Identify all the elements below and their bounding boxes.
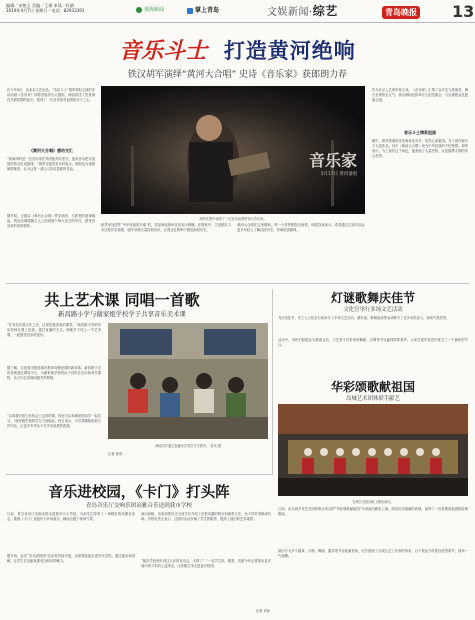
lead-headline xyxy=(0,34,475,65)
lead-paragraph-c: 据介绍，全剧以《黄河大合唱》贯穿始终，当熟悉的旋律响起，观众仿佛跟随主人公回到那个烽火连天的年代，感受音乐家的家国情怀。 xyxy=(7,214,95,229)
bottom-paragraph-d: “能在学校里听到这么好的音乐会，太棒了！”一名学生说。据悉，乐团今年还将推出更多面向青少年的公益演出，让高雅艺术走进更多校园。 xyxy=(141,559,271,569)
bottom-byline: 记者 刘萍 xyxy=(255,609,270,613)
lead-col-title: 《黄河大合唱》感动交汇 xyxy=(29,148,73,153)
bottom-headline: 音乐进校园，《卡门》打头阵 xyxy=(48,485,230,501)
performance-photo-art xyxy=(278,404,468,496)
photo-date: 5月17日 黄河谁唱 xyxy=(320,172,357,177)
right-headline-2: 华彩颂歌献祖国 xyxy=(330,380,415,394)
issue-date-phone: 2019年4月7日 星期日 · 电话：82933391 xyxy=(6,8,85,14)
bottom-subhead: 青岛音乐厅交响乐团高雅音乐送到我市学校 xyxy=(85,503,193,509)
section-prefix: 文娱新闻· xyxy=(267,7,313,18)
qd-logo-icon xyxy=(187,8,193,14)
left-subhead: 新昌路小学与谢家炮学校学子共享音乐美术课 xyxy=(58,310,186,318)
app-logo-icon xyxy=(136,7,142,13)
right-paragraph-c: 日前，由岛城多家艺术团体联合举办的“华彩颂歌献祖国”专场演出精彩上演。演员们用饱满的热情，演绎了一首首歌颂祖国的经典歌曲。 xyxy=(278,507,468,517)
lead-photo xyxy=(101,86,365,214)
left-paragraph-a: “在青岛开展合作之后，这里是我喜欢的课堂。”新昌路小学的音乐老师在课上说道。通过直播的方式，两地学子同上一节艺术课，一起感受音乐的美好。 xyxy=(7,323,101,338)
right-photo-caption: 岛城艺术团体献上精彩演出。 xyxy=(352,500,394,504)
masthead xyxy=(0,0,475,23)
right-headline: 灯谜歌舞庆佳节 xyxy=(330,291,415,305)
lead-photo-caption: 胡军在剧中演绎了一位爱乐祖国的伟大音乐家。 xyxy=(199,217,267,221)
app-logo xyxy=(136,6,164,13)
masthead-meta xyxy=(6,3,126,13)
right-paragraph-b: 活动中，市民们积极参与猜谜互动，文艺骨干们带来的舞蹈、合唱等节目赢得阵阵掌声，大家在欢声笑语中度过了一个愉快的节日。 xyxy=(278,338,468,348)
left-photo-caption: 两地同学通过直播形式同享艺术教育。 姜岚 摄 xyxy=(155,444,221,448)
qingdao-app-logo xyxy=(187,5,219,14)
lead-paragraph-a: 在今年4月，由北京人艺出品，“音乐斗士”胡军领衔主演的史诗话剧《音乐家》即将登陆青岛大剧院。该剧讲述了冼星海在苏联时期的经历，展现了一位音乐家对祖国的赤子之心。 xyxy=(7,88,95,103)
section-name xyxy=(267,2,338,19)
left-paragraph-b: 据了解，这是我市推进城乡教育均衡发展的新举措。新昌路小学的老师通过网络平台，为谢家炮学校的孩子们带去音乐和美术课程，孩子们在屏幕两端齐声歌唱。 xyxy=(7,366,101,381)
page-number: 13 xyxy=(452,2,475,21)
lead-headline-text: 打造黄河绝响 xyxy=(223,39,356,63)
right-subhead-2: 岛城艺术团体联手献艺 xyxy=(346,396,400,402)
column-rule xyxy=(272,289,273,475)
lead-subhead: 铁汉胡军演绎“黄河大合唱” 史诗《音乐家》获郎朗力荐 xyxy=(127,70,348,80)
bottom-paragraph-c: 演出间隙，乐团演奏员还为同学们介绍了各种乐器的特点和演奏方法，孩子们听得津津有味。学校负责人表示，这样的活动开阔了学生的眼界，提高了他们的艺术素养。 xyxy=(141,512,271,522)
lead-paragraph-b: “我演绎的是一位音乐家在异国他乡的坚守，他用音乐把对祖国的思念化成旋律。”胡军在接受采访时表示。郎朗也为该剧倾情推荐，认为这是一部让人热泪盈眶的作品。 xyxy=(7,157,95,172)
app-logo-label: 观海新闻 xyxy=(144,7,165,13)
right-paragraph-d: 演出分为多个篇章，合唱、舞蹈、器乐等节目轮番登场，充分展现了岛城文艺工作者的风采。台下观众不时报以热烈掌声，现场一片欢腾。 xyxy=(278,549,468,559)
lead-side-title: 音乐斗士情系祖国 xyxy=(404,130,436,135)
lead-mid-paragraph: 纵然身处国外“中华民族的灾难”时，冼星海选择用音乐发出呐喊。在排练中，主创团队力求还原历史原貌，剧中穿插大量经典音乐，让观众在聆听中感受那段历史。 xyxy=(101,223,231,233)
bottom-paragraph-a: 日前，青岛音乐厅交响乐团走进我市中小学校，为师生们带来了一场精彩的高雅音乐会。歌剧《卡门》选段作为开场曲目，瞬间点燃了现场气氛。 xyxy=(7,512,135,522)
editor-credits: 编辑／宋艳玉 美编／王瑛 审读／杜鹃 xyxy=(6,3,75,8)
newspaper-brand: 青岛晚报 xyxy=(382,6,420,19)
qd-logo-label: 掌上青岛 xyxy=(195,7,220,14)
divider-top xyxy=(6,283,469,284)
left-photo xyxy=(108,323,268,439)
left-headline: 共上艺术课 同唱一首歌 xyxy=(44,291,200,309)
right-paragraph-a: 为庆祝佳节，市工人文化宫日前举办了多场文艺活动，猜灯谜、歌舞表演等活动吸引了众多市民参与，现场气氛热烈。 xyxy=(278,316,450,320)
bottom-paragraph-b: 据介绍，此次“音乐进校园”活动将持续开展，乐团将陆续走进多所学校，通过演出和讲解，让学生们近距离感受交响乐的魅力。 xyxy=(7,554,135,564)
lead-side-paragraph: 作为北京人艺的年度大戏，《音乐家》汇集了众多实力派演员，舞台呈现恢宏大气。演出期间还将举办主创见面会，与岛城观众近距离交流。 xyxy=(372,88,468,103)
right-photo xyxy=(278,404,468,496)
lead-mid-paragraph-2: 黄河大合唱在这里唱响，每一个音符都饱含深情。该剧导演表示，希望通过这部作品让更多年轻人了解这段历史，传承民族精神。 xyxy=(237,223,365,233)
classroom-photo-art xyxy=(108,323,268,439)
photo-title: 音乐家 xyxy=(308,151,357,170)
lead-side-paragraph-2: 剧中，胡军饰演的冼星海身处异乡，依然心系祖国。为了创作他写下大量作品，其中《黄河大合唱》成为中华民族的不朽绝唱。胡军表示，为了演好这个角色，他查阅了大量史料，反复揣摩人物的内心世界。 xyxy=(372,139,468,159)
left-byline: 记者 姜岚 xyxy=(108,452,123,456)
left-paragraph-c: “以前我们很少有机会上这样的课，现在可以和城里的同学一起学习。”谢家炮学校的学生兴奋地说。校方表示，今后将继续拓展合作内容，让更多乡村孩子共享优质教育资源。 xyxy=(7,414,101,429)
divider-bottom xyxy=(6,474,272,475)
section-title: 综艺 xyxy=(312,4,338,18)
lead-kicker: 音乐斗士 xyxy=(119,39,208,64)
right-subhead: 文化宫举行多场文艺活动 xyxy=(343,307,403,313)
